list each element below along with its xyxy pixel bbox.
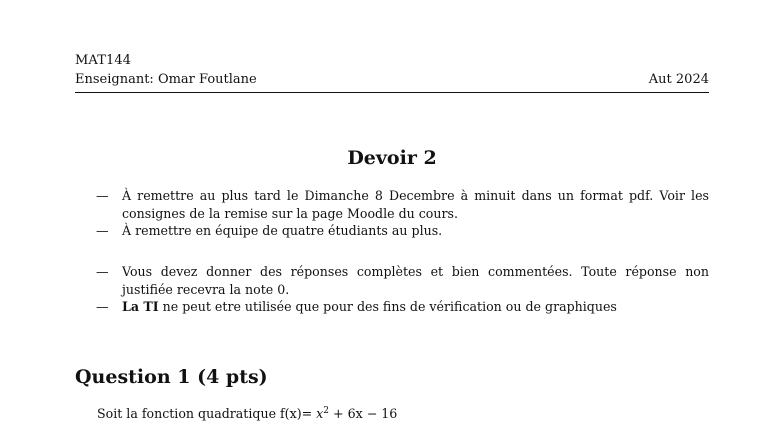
question-prefix: Soit la fonction quadratique f(x)= xyxy=(97,406,317,422)
formula-exponent: 2 xyxy=(323,406,330,416)
rules-list xyxy=(96,263,709,316)
header-row xyxy=(75,72,709,87)
rule-text xyxy=(122,298,709,316)
instructions-list xyxy=(96,187,709,240)
rule-text: Vous devez donner des réponses complètes et bien commentées. Toute réponse non justifiée recevra la note 0. xyxy=(122,264,709,297)
instruction-text: À remettre au plus tard le Dimanche 8 Decembre à minuit dans un format pdf. Voir les consignes de la remise sur la page Moodle du cours. xyxy=(122,188,709,221)
rule-text-rest: ne peut etre utilisée que pour des fins de vérification ou de graphiques xyxy=(158,299,617,314)
dash-marker: — xyxy=(96,264,109,279)
instructor-name: Enseignant: Omar Foutlane xyxy=(75,72,257,87)
list-item xyxy=(96,263,709,298)
formula-rest: + 6x − 16 xyxy=(329,406,398,422)
term-label: Aut 2024 xyxy=(648,72,709,87)
document-title: Devoir 2 xyxy=(347,147,437,169)
question-text xyxy=(97,406,397,421)
list-item xyxy=(96,298,709,316)
header-divider xyxy=(75,92,709,93)
dash-marker: — xyxy=(96,299,109,314)
formula-variable: x xyxy=(316,406,324,422)
instruction-text: À remettre en équipe de quatre étudiants au plus. xyxy=(122,223,443,238)
question-title: Question 1 (4 pts) xyxy=(75,366,268,388)
course-code: MAT144 xyxy=(75,53,132,68)
rule-bold-prefix: La TI xyxy=(122,299,159,314)
dash-marker: — xyxy=(96,188,109,203)
list-item xyxy=(96,187,709,222)
dash-marker: — xyxy=(96,223,109,238)
list-item xyxy=(96,222,709,240)
